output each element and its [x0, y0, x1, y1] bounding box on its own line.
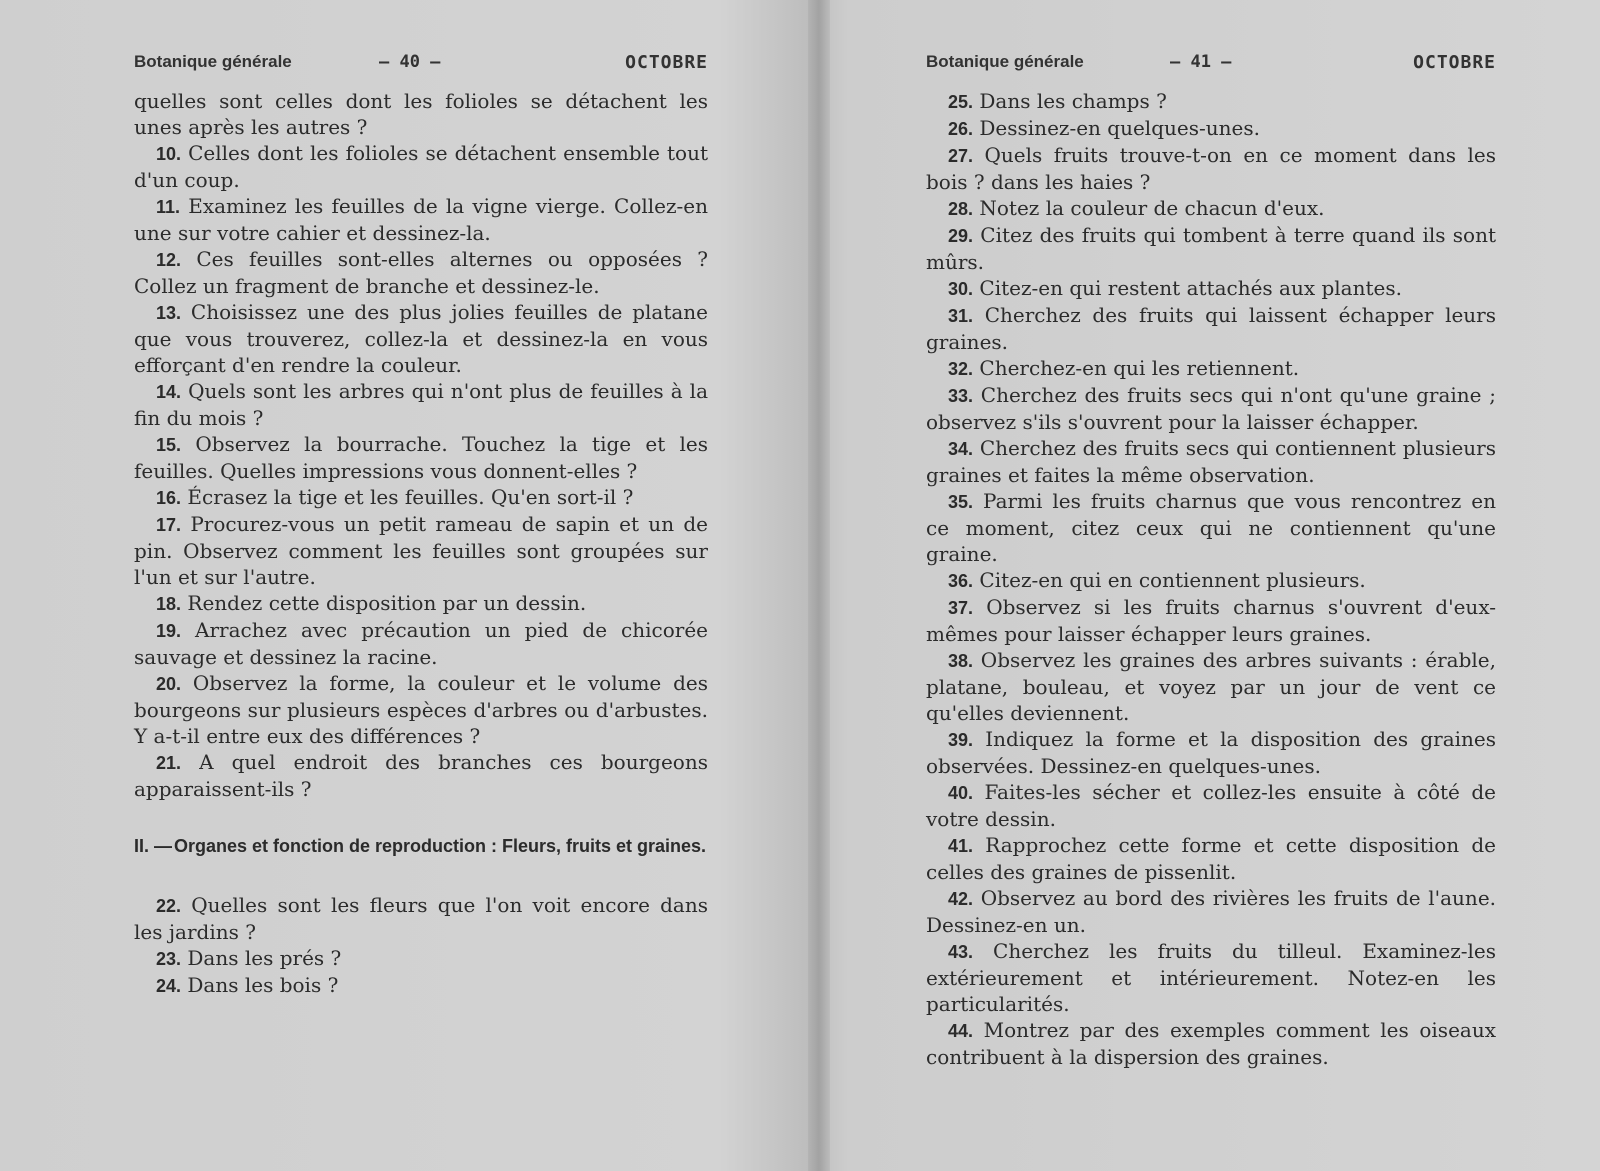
question-number: 20.	[156, 674, 182, 694]
question-number: 19.	[156, 621, 182, 641]
continuation-text: quelles sont celles dont les folioles se détachent les unes après les autres ?	[134, 89, 708, 139]
question-number: 44.	[948, 1021, 974, 1041]
question-item	[134, 484, 708, 511]
question-text: Quels fruits trouve-t-on en ce moment dans les bois ? dans les haies ?	[926, 143, 1497, 194]
question-item	[926, 195, 1496, 222]
question-number: 12.	[156, 250, 182, 270]
question-item	[926, 275, 1496, 302]
question-item	[926, 115, 1496, 142]
question-number: 36.	[948, 571, 974, 591]
question-number: 37.	[948, 598, 974, 618]
question-text: Ces feuilles sont-elles alternes ou opposées ? Collez un fragment de branche et dessinez-le.	[134, 247, 708, 298]
question-item	[134, 892, 708, 945]
question-item	[134, 378, 708, 431]
question-item	[926, 938, 1496, 1017]
question-text: Dans les champs ?	[979, 89, 1167, 113]
question-text: Procurez-vous un petit rameau de sapin et un de pin. Observez comment les feuilles sont groupées sur l'un et sur l'autre.	[134, 512, 708, 589]
question-item	[926, 779, 1496, 832]
section-title-text: Organes et fonction de reproduction : Fleurs, fruits et graines.	[173, 836, 707, 856]
section-heading	[134, 833, 708, 859]
question-text: Notez la couleur de chacun d'eux.	[979, 196, 1325, 220]
right-page	[926, 48, 1496, 1070]
question-item	[926, 726, 1496, 779]
question-number: 17.	[156, 515, 182, 535]
question-text: Cherchez des fruits qui laissent échapper leurs graines.	[926, 303, 1497, 354]
question-text: Dans les prés ?	[187, 946, 342, 970]
question-text: Cherchez des fruits secs qui n'ont qu'une graine ; observez s'ils s'ouvrent pour la laisser échapper.	[926, 383, 1496, 434]
question-number: 18.	[156, 594, 182, 614]
question-item	[134, 246, 708, 299]
question-text: Indiquez la forme et la disposition des graines observées. Dessinez-en quelques-unes.	[926, 727, 1496, 778]
question-number: 38.	[948, 651, 974, 671]
question-number: 29.	[948, 226, 974, 246]
book-gutter	[808, 0, 830, 1171]
left-page-header	[134, 48, 708, 74]
question-item	[926, 382, 1496, 435]
right-page-body	[926, 88, 1496, 1070]
question-item	[134, 511, 708, 590]
question-list	[926, 88, 1496, 1070]
question-text: Celles dont les folioles se détachent ensemble tout d'un coup.	[134, 141, 708, 192]
question-number: 42.	[948, 889, 974, 909]
question-text: Observez la bourrache. Touchez la tige et les feuilles. Quelles impressions vous donnent-elles ?	[134, 432, 709, 483]
question-number: 15.	[156, 435, 182, 455]
question-item	[926, 885, 1496, 938]
question-number: 22.	[156, 896, 182, 916]
question-text: Choisissez une des plus jolies feuilles de platane que vous trouverez, collez-la et dessinez-la en vous efforçant d'en rendre la couleur.	[134, 300, 708, 377]
left-page	[134, 48, 708, 999]
question-number: 14.	[156, 382, 182, 402]
question-number: 25.	[948, 92, 974, 112]
section-number: II. —	[134, 836, 173, 856]
question-item	[134, 140, 708, 193]
question-number: 24.	[156, 976, 182, 996]
question-text: Cherchez-en qui les retiennent.	[979, 356, 1300, 380]
question-text: Observez les graines des arbres suivants : érable, platane, bouleau, et voyez par un jour de vent ce qu'elles deviennent.	[926, 648, 1496, 725]
question-item	[134, 945, 708, 972]
question-item	[134, 670, 708, 749]
question-number: 43.	[948, 942, 974, 962]
question-number: 23.	[156, 949, 182, 969]
question-number: 28.	[948, 199, 974, 219]
question-item	[134, 617, 708, 670]
question-text: Cherchez des fruits secs qui contiennent plusieurs graines et faites la même observation.	[926, 436, 1496, 487]
running-title: Botanique générale	[926, 52, 1084, 71]
question-text: Rapprochez cette forme et cette disposition de celles des graines de pissenlit.	[926, 833, 1497, 884]
question-number: 32.	[948, 359, 974, 379]
question-text: Rendez cette disposition par un dessin.	[187, 591, 587, 615]
question-list	[134, 892, 708, 999]
question-number: 26.	[948, 119, 974, 139]
question-item	[926, 355, 1496, 382]
question-number: 40.	[948, 783, 974, 803]
question-text: Montrez par des exemples comment les oiseaux contribuent à la dispersion des graines.	[926, 1018, 1496, 1069]
question-text: Quels sont les arbres qui n'ont plus de feuilles à la fin du mois ?	[134, 379, 708, 430]
question-text: Arrachez avec précaution un pied de chicorée sauvage et dessinez la racine.	[134, 618, 709, 669]
question-item	[926, 1017, 1496, 1070]
question-number: 41.	[948, 836, 974, 856]
left-page-body	[134, 88, 708, 999]
question-number: 13.	[156, 303, 182, 323]
question-number: 27.	[948, 146, 974, 166]
question-text: Citez-en qui en contiennent plusieurs.	[979, 568, 1366, 592]
question-number: 10.	[156, 144, 182, 164]
question-number: 35.	[948, 492, 974, 512]
question-text: Écrasez la tige et les feuilles. Qu'en sort-il ?	[187, 485, 634, 509]
question-number: 31.	[948, 306, 974, 326]
question-item	[134, 299, 708, 378]
question-number: 39.	[948, 730, 974, 750]
question-text: A quel endroit des branches ces bourgeons apparaissent-ils ?	[134, 750, 708, 801]
question-text: Parmi les fruits charnus que vous rencontrez en ce moment, citez ceux qui ne contiennent qu'une graine.	[926, 489, 1496, 566]
question-number: 33.	[948, 386, 974, 406]
question-item	[134, 590, 708, 617]
month-heading: OCTOBRE	[1413, 52, 1496, 73]
question-item	[926, 222, 1496, 275]
question-text: Observez la forme, la couleur et le volume des bourgeons sur plusieurs espèces d'arbres ou d'arbustes. Y a-t-il entre eux des différences ?	[134, 671, 708, 748]
question-item	[134, 749, 708, 802]
page-number: — 41 —	[1170, 52, 1232, 72]
question-item	[926, 302, 1496, 355]
question-text: Observez au bord des rivières les fruits de l'aune. Dessinez-en un.	[926, 886, 1497, 937]
question-item	[134, 193, 708, 246]
question-number: 21.	[156, 753, 182, 773]
right-page-header	[926, 48, 1496, 74]
question-item	[926, 832, 1496, 885]
question-item	[926, 567, 1496, 594]
question-item	[926, 88, 1496, 115]
question-list	[134, 140, 708, 802]
question-text: Examinez les feuilles de la vigne vierge. Collez-en une sur votre cahier et dessinez-la.	[134, 194, 709, 245]
question-text: Quelles sont les fleurs que l'on voit encore dans les jardins ?	[134, 893, 708, 944]
question-number: 34.	[948, 439, 974, 459]
question-number: 11.	[156, 197, 181, 217]
question-text: Dessinez-en quelques-unes.	[979, 116, 1260, 140]
question-item	[926, 594, 1496, 647]
question-item	[134, 431, 708, 484]
question-text: Observez si les fruits charnus s'ouvrent d'eux-mêmes pour laisser échapper leurs graines.	[926, 595, 1497, 646]
question-text: Dans les bois ?	[187, 973, 339, 997]
question-text: Faites-les sécher et collez-les ensuite à côté de votre dessin.	[926, 780, 1497, 831]
question-item	[926, 488, 1496, 567]
page-number: — 40 —	[379, 52, 441, 72]
question-text: Citez-en qui restent attachés aux plantes.	[979, 276, 1402, 300]
question-text: Cherchez les fruits du tilleul. Examinez-les extérieurement et intérieurement. Notez-en les particularités.	[926, 939, 1497, 1016]
question-item	[926, 142, 1496, 195]
question-text: Citez des fruits qui tombent à terre quand ils sont mûrs.	[926, 223, 1496, 274]
question-item	[134, 972, 708, 999]
question-item	[926, 435, 1496, 488]
question-item	[926, 647, 1496, 726]
question-number: 16.	[156, 488, 182, 508]
month-heading: OCTOBRE	[625, 52, 708, 73]
running-title: Botanique générale	[134, 52, 292, 71]
question-number: 30.	[948, 279, 974, 299]
